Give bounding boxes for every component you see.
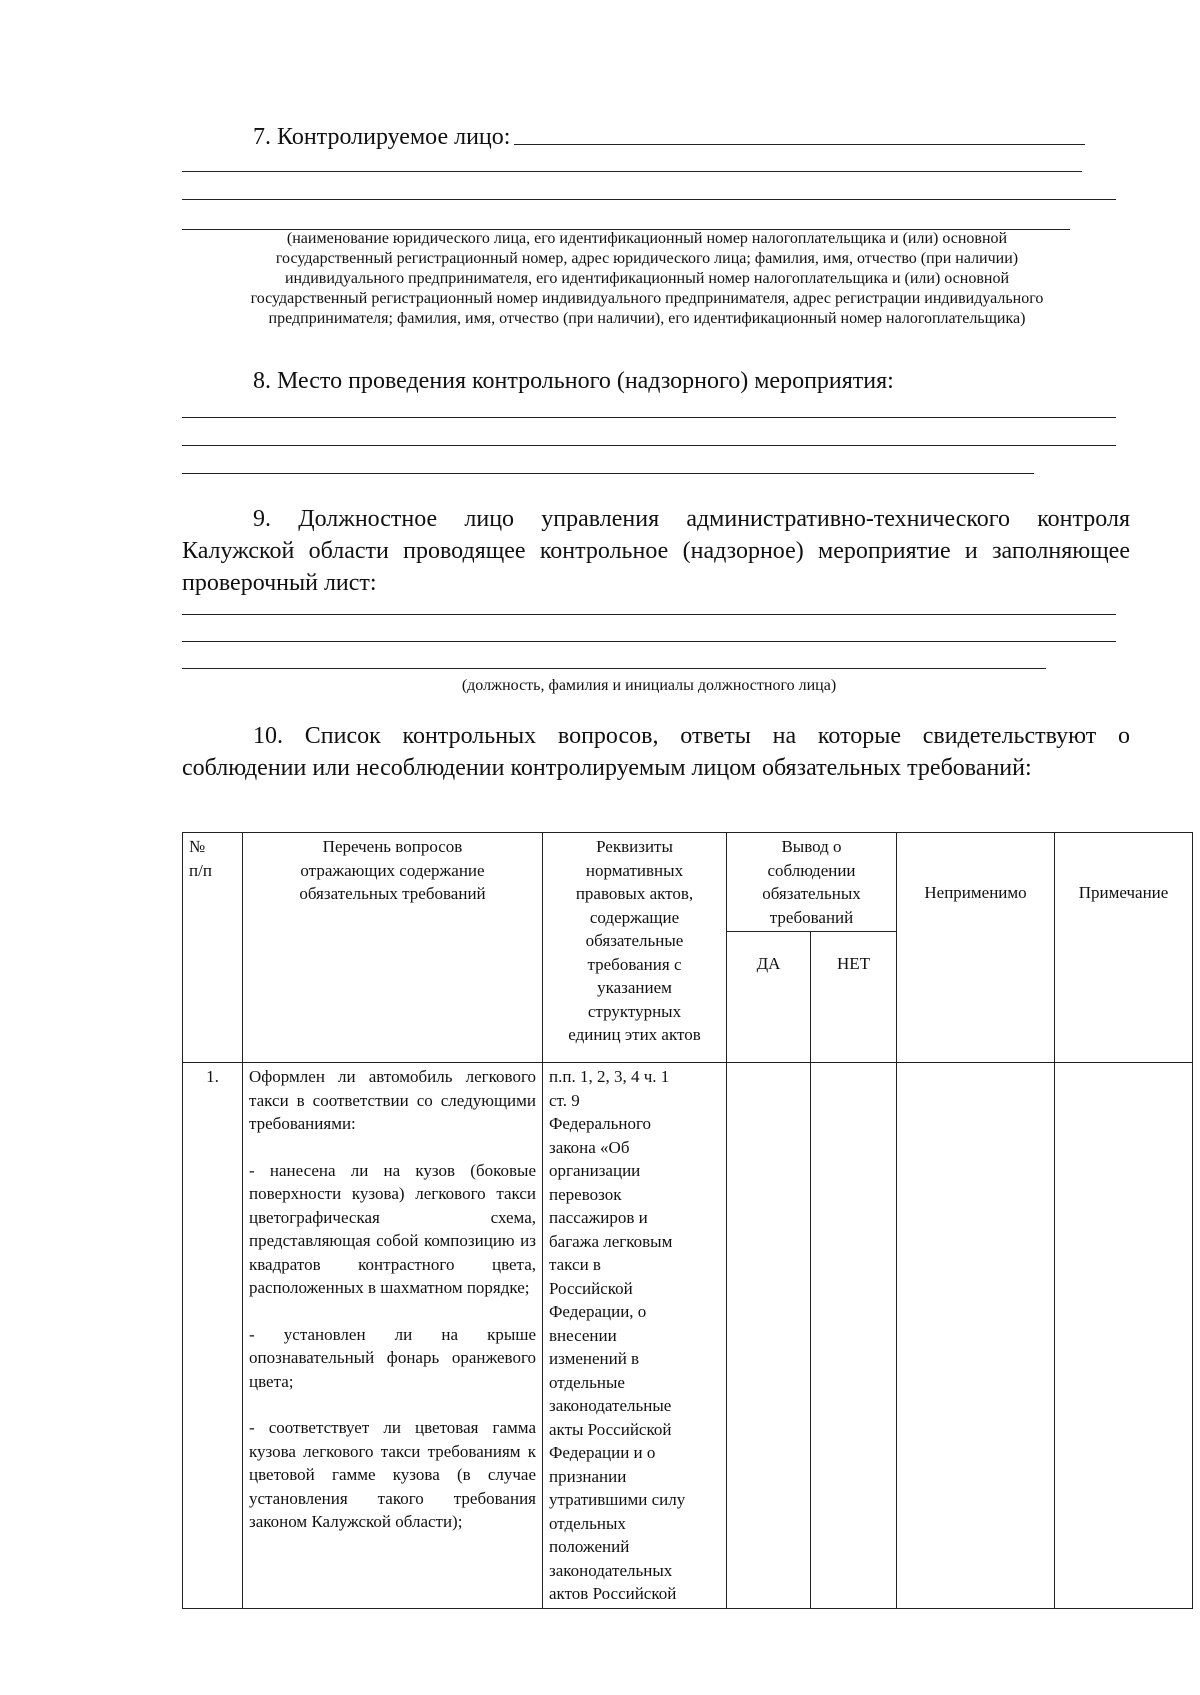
requisite-line: Федерации, о bbox=[549, 1302, 647, 1321]
section-9-line: проверочный лист: bbox=[182, 570, 377, 596]
row-question bbox=[243, 1063, 543, 1609]
section-9-line-3[interactable] bbox=[182, 668, 1046, 669]
section-9-line-1[interactable] bbox=[182, 614, 1116, 615]
header-text: содержащие bbox=[589, 907, 680, 927]
requisite-line: п.п. 1, 2, 3, 4 ч. 1 bbox=[549, 1067, 670, 1086]
row-no-cell[interactable] bbox=[811, 1063, 897, 1609]
caption-line: государственный регистрационный номер индивидуального предпринимателя, адрес регистрации индивидуального bbox=[250, 290, 1044, 307]
section-7-label: 7. Контролируемое лицо: bbox=[253, 124, 511, 150]
requisite-line: перевозок bbox=[549, 1184, 622, 1204]
header-no: НЕТ bbox=[811, 932, 897, 1063]
checklist-table bbox=[182, 832, 1193, 1609]
header-num bbox=[183, 833, 243, 1063]
requisite-line: отдельные bbox=[549, 1372, 625, 1392]
header-text: обязательных bbox=[762, 884, 861, 903]
section-9-caption: (должность, фамилия и инициалы должностного лица) bbox=[461, 677, 837, 694]
header-text: обязательные bbox=[585, 931, 684, 950]
row-requisites bbox=[543, 1063, 727, 1609]
caption-line: государственный регистрационный номер, адрес юридического лица; фамилия, имя, отчество (при наличии) bbox=[275, 250, 1019, 267]
row-num: 1. bbox=[183, 1063, 243, 1609]
header-text: № bbox=[189, 837, 206, 856]
section-8-line-2[interactable] bbox=[182, 445, 1116, 446]
requisite-line: отдельных bbox=[549, 1513, 626, 1533]
requisite-line: положений bbox=[549, 1537, 630, 1556]
section-7-line-2[interactable] bbox=[182, 171, 1082, 172]
header-not-applicable: Неприменимо bbox=[897, 833, 1055, 1063]
requisite-line: ст. 9 bbox=[549, 1090, 580, 1110]
section-9-text bbox=[182, 503, 1130, 599]
header-yes: ДА bbox=[727, 932, 811, 1063]
header-text: требований bbox=[769, 907, 854, 927]
header-text: указанием bbox=[597, 978, 672, 997]
question-intro: Оформлен ли автомобиль легкового такси в соответствии со следующими требованиями: bbox=[249, 1067, 536, 1133]
requisite-line: Российской bbox=[549, 1278, 633, 1298]
header-text: Вывод о bbox=[781, 837, 842, 856]
row-yes-cell[interactable] bbox=[727, 1063, 811, 1609]
section-9-line: Калужской области проводящее контрольное (надзорное) мероприятие и заполняющее bbox=[182, 538, 1130, 564]
requisite-line: признании bbox=[549, 1466, 627, 1486]
section-9-line: 9. Должностное лицо управления административно-технического контроля bbox=[253, 506, 1130, 532]
section-10-line: соблюдении или несоблюдении контролируемым лицом обязательных требований: bbox=[182, 755, 1032, 781]
section-7-caption bbox=[182, 229, 1112, 329]
section-10-text bbox=[182, 720, 1130, 784]
section-7-line-3[interactable] bbox=[182, 199, 1116, 200]
header-requisites bbox=[543, 833, 727, 1063]
caption-line: индивидуального предпринимателя, его идентификационный номер налогоплательщика и (или) основной bbox=[284, 270, 1010, 287]
header-text: структурных bbox=[587, 1001, 682, 1021]
header-questions bbox=[243, 833, 543, 1063]
header-note: Примечание bbox=[1055, 833, 1193, 1063]
header-text: обязательных требований bbox=[299, 884, 486, 903]
header-text: Реквизиты bbox=[596, 837, 673, 856]
requisite-line: акты Российской bbox=[549, 1419, 672, 1439]
requisite-line: законодательных bbox=[549, 1560, 673, 1580]
requisite-line: внесении bbox=[549, 1325, 617, 1345]
requisite-line: багажа легковым bbox=[549, 1231, 673, 1251]
requisite-line: такси в bbox=[549, 1255, 601, 1274]
header-text: п/п bbox=[189, 860, 212, 880]
requisite-line: Федерального bbox=[549, 1114, 652, 1133]
requisite-line: пассажиров и bbox=[549, 1208, 648, 1227]
table-header-row bbox=[183, 833, 1193, 932]
header-text: нормативных bbox=[585, 860, 684, 880]
section-8-line-3[interactable] bbox=[182, 473, 1034, 474]
section-7-input-line[interactable] bbox=[514, 144, 1085, 145]
section-8-line-1[interactable] bbox=[182, 417, 1116, 418]
requisite-line: Федерации и о bbox=[549, 1443, 656, 1462]
header-text: правовых актов, bbox=[575, 884, 694, 903]
question-item: - соответствует ли цветовая гамма кузова легкового такси требованиям к цветовой гамме кузова (в случае установления такого требования законом Калужской области); bbox=[249, 1418, 536, 1531]
section-9-line-2[interactable] bbox=[182, 641, 1116, 642]
section-10-line: 10. Список контрольных вопросов, ответы на которые свидетельствуют о bbox=[253, 723, 1130, 749]
header-text: требования с bbox=[587, 954, 682, 974]
requisite-line: актов Российской bbox=[549, 1584, 677, 1603]
header-text: соблюдении bbox=[767, 860, 856, 880]
header-text: единиц этих актов bbox=[568, 1025, 701, 1044]
requisite-line: законодательные bbox=[549, 1396, 672, 1415]
header-text: отражающих содержание bbox=[300, 860, 485, 880]
table-row bbox=[183, 1063, 1193, 1609]
header-conclusion bbox=[727, 833, 897, 932]
requisite-line: организации bbox=[549, 1161, 641, 1180]
header-text: Перечень вопросов bbox=[322, 837, 463, 856]
requisite-line: утратившими силу bbox=[549, 1490, 686, 1509]
caption-line: предпринимателя; фамилия, имя, отчество (при наличии), его идентификационный номер налогоплательщика) bbox=[268, 310, 1026, 327]
section-8-label: 8. Место проведения контрольного (надзорного) мероприятия: bbox=[253, 368, 894, 394]
question-item: - установлен ли на крыше опознавательный фонарь оранжевого цвета; bbox=[249, 1324, 536, 1391]
requisite-line: изменений в bbox=[549, 1349, 640, 1368]
caption-line: (наименование юридического лица, его идентификационный номер налогоплательщика и (или) основной bbox=[286, 230, 1008, 247]
requisite-line: закона «Об bbox=[549, 1137, 630, 1157]
question-item: - нанесена ли на кузов (боковые поверхности кузова) легкового такси цветографическая схема, представляющая собой композицию из квадратов контрастного цвета, расположенных в шахматном порядке; bbox=[249, 1160, 536, 1297]
row-not-applicable-cell[interactable] bbox=[897, 1063, 1055, 1609]
row-note-cell[interactable] bbox=[1055, 1063, 1193, 1609]
